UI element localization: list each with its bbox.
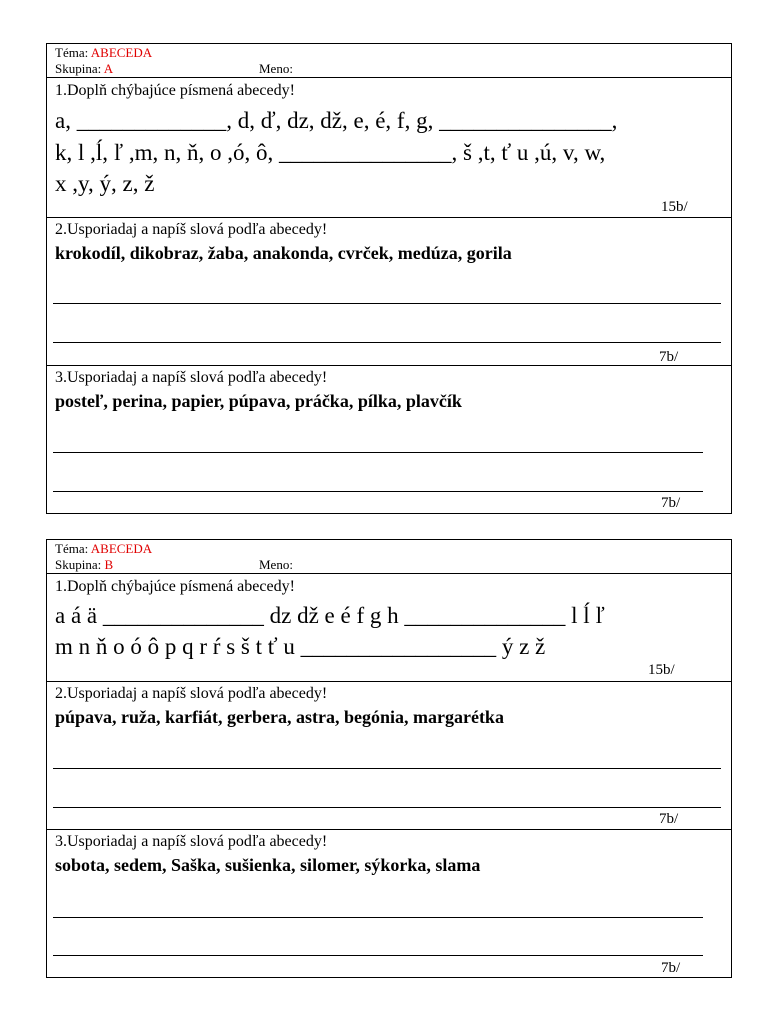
- alphabet-line-1: a, _____________, d, ď, dz, dž, e, é, f, g, _______________,: [55, 108, 618, 133]
- worksheet-group-a: [46, 43, 732, 514]
- topic-value: ABECEDA: [90, 541, 153, 556]
- answer-line[interactable]: [53, 452, 703, 453]
- answer-line[interactable]: [53, 768, 721, 769]
- task-2-section: [47, 681, 731, 829]
- task-1-points: 15b/: [661, 199, 688, 215]
- task-3-title: 3.Usporiadaj a napíš slová podľa abecedy!: [55, 833, 328, 850]
- task-2-points: 7b/: [659, 349, 679, 365]
- task-3-title: 3.Usporiadaj a napíš slová podľa abecedy!: [55, 369, 328, 386]
- alphabet-line-2: m n ň o ó ô p q r ŕ s š t ť u _________________ ý z ž: [55, 634, 546, 659]
- task-1-section: [47, 77, 731, 217]
- group-value: A: [103, 61, 114, 76]
- header-section: [47, 44, 731, 77]
- task-2-section: [47, 217, 731, 365]
- topic-line: [55, 542, 152, 556]
- group-label: Skupina:: [55, 61, 102, 76]
- task-2-title: 2.Usporiadaj a napíš slová podľa abecedy!: [55, 685, 328, 702]
- task-2-points: 7b/: [659, 811, 679, 827]
- task-1-title: 1.Doplň chýbajúce písmená abecedy!: [55, 82, 295, 99]
- alphabet-line-2: k, l ,ĺ, ľ ,m, n, ň, o ,ó, ô, _______________, š ,t, ť u ,ú, v, w,: [55, 140, 606, 165]
- task-1-points: 15b/: [648, 662, 675, 678]
- answer-line[interactable]: [53, 491, 703, 492]
- answer-line[interactable]: [53, 807, 721, 808]
- task-2-words: krokodíl, dikobraz, žaba, anakonda, cvrček, medúza, gorila: [55, 243, 512, 263]
- task-3-points: 7b/: [661, 960, 681, 976]
- task-3-section: [47, 365, 731, 513]
- task-1-section: [47, 573, 731, 681]
- task-3-section: [47, 829, 731, 977]
- worksheet-group-b: [46, 539, 732, 978]
- group-value: B: [104, 557, 114, 572]
- name-label: Meno:: [259, 61, 293, 76]
- answer-line[interactable]: [53, 955, 703, 956]
- alphabet-line-1: a á ä ______________ dz dž e é f g h ______________ l ĺ ľ: [55, 603, 605, 628]
- group-line: [55, 558, 113, 572]
- alphabet-line-3: x ,y, ý, z, ž: [55, 171, 155, 196]
- group-line: [55, 62, 113, 76]
- answer-line[interactable]: [53, 342, 721, 343]
- answer-line[interactable]: [53, 303, 721, 304]
- name-label: Meno:: [259, 557, 293, 572]
- topic-line: [55, 46, 152, 60]
- task-3-points: 7b/: [661, 495, 681, 511]
- task-2-title: 2.Usporiadaj a napíš slová podľa abecedy!: [55, 221, 328, 238]
- topic-label: Téma:: [55, 541, 89, 556]
- topic-label: Téma:: [55, 45, 89, 60]
- header-section: [47, 540, 731, 573]
- task-2-words: púpava, ruža, karfiát, gerbera, astra, begónia, margarétka: [55, 707, 504, 727]
- group-label: Skupina:: [55, 557, 102, 572]
- answer-line[interactable]: [53, 917, 703, 918]
- task-3-words: posteľ, perina, papier, púpava, práčka, pílka, plavčík: [55, 391, 462, 411]
- task-3-words: sobota, sedem, Saška, sušienka, silomer, sýkorka, slama: [55, 855, 481, 875]
- topic-value: ABECEDA: [90, 45, 153, 60]
- task-1-title: 1.Doplň chýbajúce písmená abecedy!: [55, 578, 295, 595]
